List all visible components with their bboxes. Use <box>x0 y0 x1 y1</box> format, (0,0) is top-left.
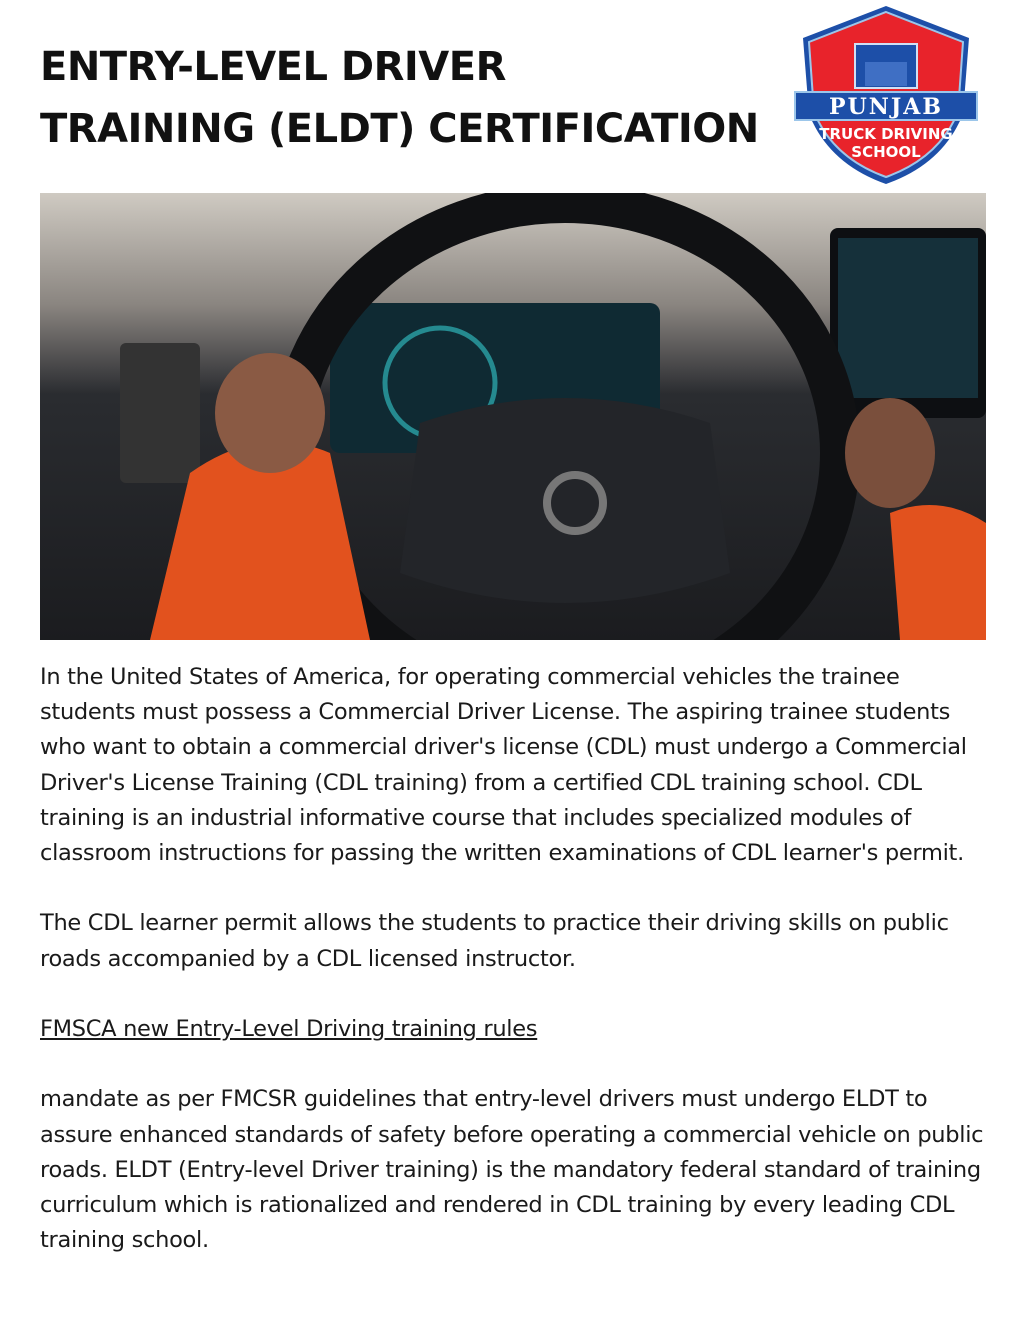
title-line-2: TRAINING (ELDT) CERTIFICATION <box>40 106 759 152</box>
hero-image-steering-wheel <box>40 193 986 640</box>
page-title <box>40 36 759 160</box>
article-body <box>40 660 990 1294</box>
title-line-1: ENTRY-LEVEL DRIVER <box>40 44 506 90</box>
svg-text:TRUCK DRIVING: TRUCK DRIVING <box>819 125 953 143</box>
paragraph: In the United States of America, for operating commercial vehicles the trainee students must possess a Commercial Driver License. The aspiring trainee students who want to obtain a commercial driver's license (CDL) must undergo a Commercial Driver's License Training (CDL training) from a certified CDL training school. CDL training is an industrial informative course that includes specialized modules of classroom instructions for passing the written examinations of CDL learner's permit. <box>40 664 967 867</box>
svg-text:PUNJAB: PUNJAB <box>829 94 943 120</box>
paragraph: mandate as per FMCSR guidelines that entry-level drivers must undergo ELDT to assure enhanced standards of safety before operating a commercial vehicle on public roads. ELDT (Entry-level Driver training) is the mandatory federal standard of training curriculum which is rationalized and rendered in CDL training by every leading CDL training school. <box>40 1086 984 1254</box>
paragraph: The CDL learner permit allows the students to practice their driving skills on public roads accompanied by a CDL licensed instructor. <box>40 910 949 972</box>
svg-text:SCHOOL: SCHOOL <box>851 143 921 161</box>
punjab-truck-driving-school-logo <box>793 4 979 186</box>
fmsca-rules-link[interactable]: FMSCA new Entry-Level Driving training rules <box>40 1016 538 1042</box>
